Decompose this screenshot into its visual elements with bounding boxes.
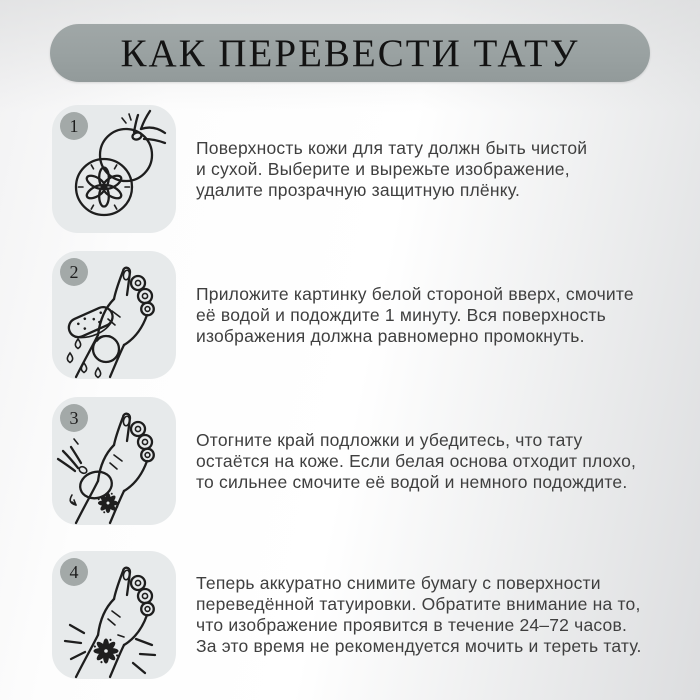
step3-number-badge: 3	[60, 404, 88, 432]
step4-text-line: переведённой татуировки. Обратите внимание на то,	[196, 594, 641, 614]
peel-protective-film-from-sticker-icon	[52, 105, 176, 233]
step3-text-line: то сильнее смочите её водой и немного подождите.	[196, 471, 628, 492]
step2-description	[196, 284, 634, 347]
step3-text-line: Отогните край подложки и убедитесь, что тату	[196, 429, 583, 450]
step-row-1	[52, 105, 642, 233]
step4-text-line: что изображение проявится в течение 24–72 часов.	[196, 615, 628, 635]
step2-text-line: изображения должна равномерно промокнуть.	[196, 325, 585, 346]
wet-sponge-on-hand-icon	[52, 251, 176, 379]
step2-number-badge: 2	[60, 258, 88, 286]
step3-illustration-card	[52, 397, 176, 525]
step-row-3	[52, 397, 642, 525]
step1-text-line: удалите прозрачную защитную плёнку.	[196, 179, 521, 200]
title-banner	[50, 24, 650, 82]
page-title: КАК ПЕРЕВЕСТИ ТАТУ	[120, 31, 580, 75]
step4-description	[196, 573, 642, 657]
step1-illustration-card	[52, 105, 176, 233]
step1-description	[196, 138, 587, 201]
step4-text-line: Теперь аккуратно снимите бумагу с поверхности	[196, 573, 601, 593]
step1-text-line: Поверхность кожи для тату должн быть чистой	[196, 137, 588, 158]
step-row-2	[52, 251, 642, 379]
step1-text-line: и сухой. Выберите и вырежьте изображение,	[196, 158, 570, 179]
step2-text-line: Приложите картинку белой стороной вверх, смочите	[196, 283, 634, 304]
step1-number-badge: 1	[60, 112, 88, 140]
step3-description	[196, 430, 636, 493]
peel-backing-paper-from-skin-icon	[52, 397, 176, 525]
step2-illustration-card	[52, 251, 176, 379]
step-row-4	[52, 551, 642, 679]
steps-list	[52, 105, 642, 679]
step2-text-line: её водой и подождите 1 минуту. Вся поверхность	[196, 304, 606, 325]
step4-text-line: За это время не рекомендуется мочить и тереть тату.	[196, 636, 642, 656]
step4-illustration-card	[52, 551, 176, 679]
step4-number-badge: 4	[60, 558, 88, 586]
step3-text-line: остаётся на коже. Если белая основа отходит плохо,	[196, 450, 637, 471]
finished-tattoo-on-hand-icon	[52, 551, 176, 679]
